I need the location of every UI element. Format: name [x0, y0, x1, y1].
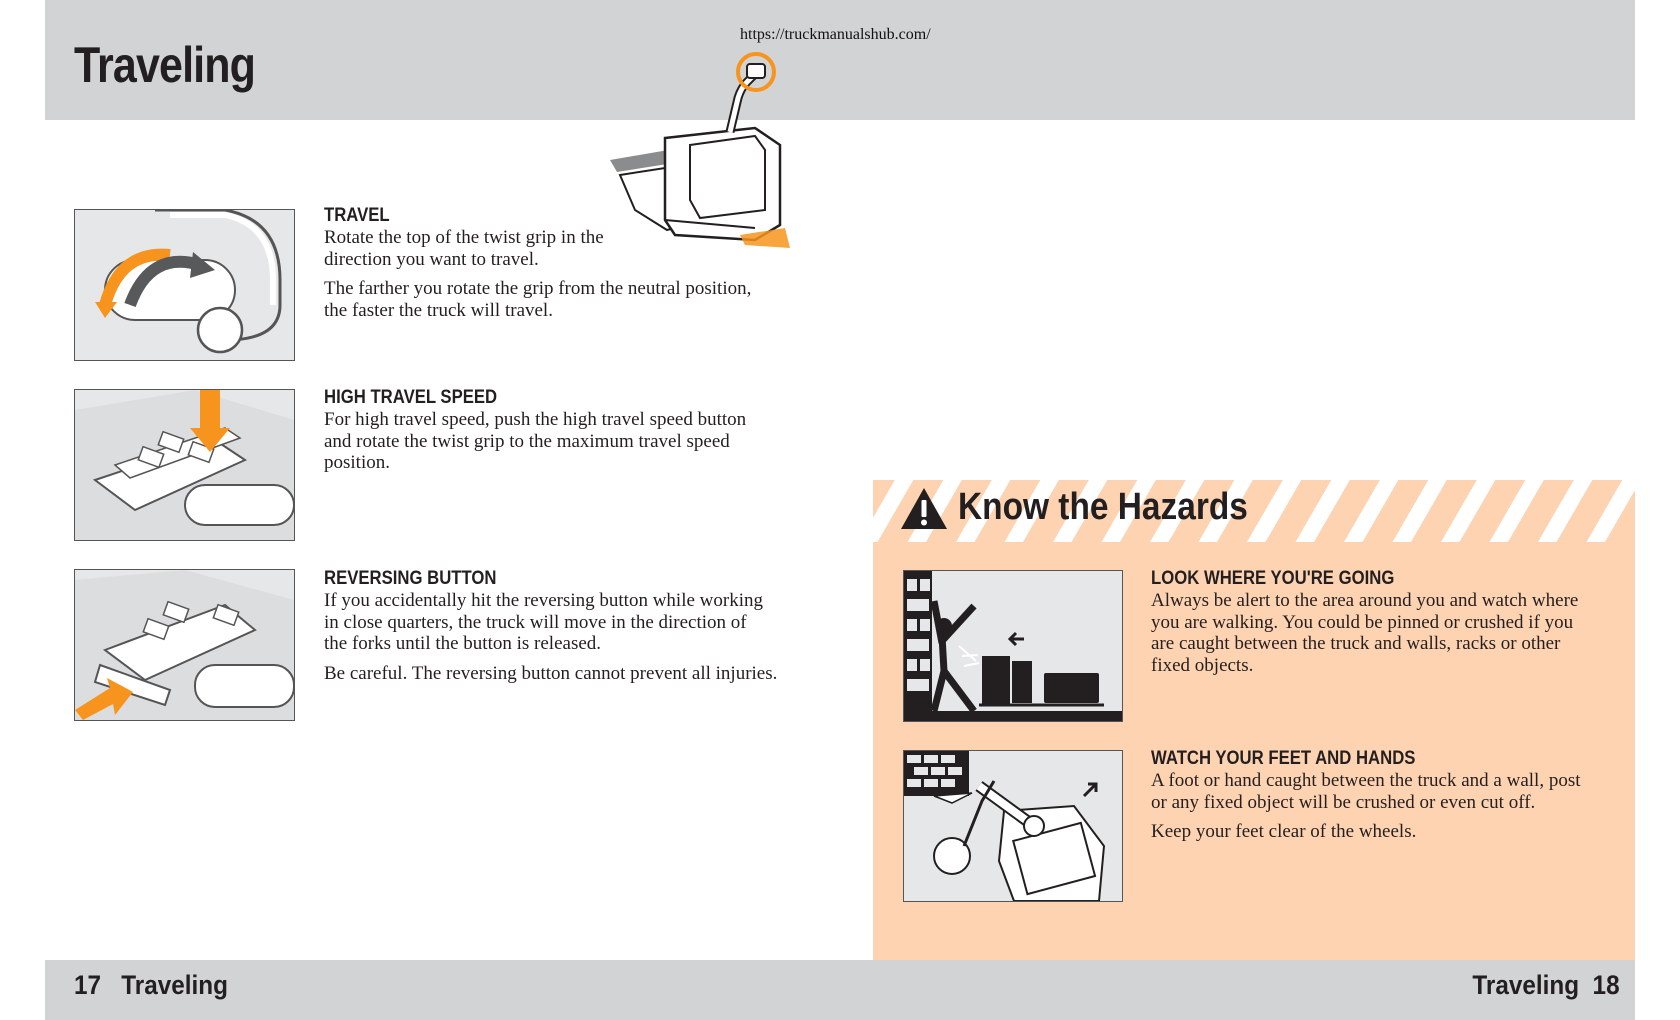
section-line: Rotate the top of the twist grip in the	[324, 227, 604, 248]
reversing-button-illustration	[74, 569, 295, 721]
section-line: the forks until the button is released.	[324, 633, 602, 654]
hazard-heading: WATCH YOUR FEET AND HANDS	[1151, 748, 1416, 769]
hazard-line: are caught between the truck and walls, racks or other	[1151, 633, 1561, 654]
source-url[interactable]: https://truckmanualshub.com/	[740, 26, 931, 43]
hazard-line: you are walking. You could be pinned or crushed if you	[1151, 611, 1574, 633]
hazard-title: Know the Hazards	[958, 486, 1248, 528]
hazard-look-where-going	[1151, 568, 1621, 676]
section-line: The farther you rotate the grip from the neutral position,	[324, 278, 752, 299]
section-high-travel-speed	[324, 387, 794, 474]
footer-right-page-label: Traveling 18	[1472, 970, 1620, 1000]
section-line: in close quarters, the truck will move in the direction of	[324, 611, 747, 633]
section-heading: TRAVEL	[324, 205, 390, 226]
hazard-line: Keep your feet clear of the wheels.	[1151, 821, 1417, 842]
header-band	[45, 0, 1635, 120]
hazard-heading: LOOK WHERE YOU'RE GOING	[1151, 568, 1395, 589]
section-heading: REVERSING BUTTON	[324, 568, 497, 589]
pinned-against-wall-illustration	[903, 570, 1123, 722]
section-line: Be careful. The reversing button cannot prevent all injuries.	[324, 662, 778, 684]
section-heading: HIGH TRAVEL SPEED	[324, 387, 498, 408]
section-reversing-button	[324, 568, 794, 684]
hazard-line: A foot or hand caught between the truck and a wall, post	[1151, 770, 1581, 791]
section-line: direction you want to travel.	[324, 248, 539, 270]
hazard-line: Always be alert to the area around you and watch where	[1151, 590, 1579, 611]
section-line: position.	[324, 452, 390, 473]
footer-band	[45, 960, 1635, 1020]
section-travel	[324, 205, 794, 321]
feet-and-hands-illustration	[903, 750, 1123, 902]
high-speed-button-illustration	[74, 389, 295, 541]
twist-grip-illustration	[74, 209, 295, 361]
warning-triangle-icon	[900, 487, 948, 530]
hazard-line: fixed objects.	[1151, 654, 1254, 676]
section-line: If you accidentally hit the reversing button while working	[324, 590, 763, 611]
page-title: Traveling	[74, 37, 256, 93]
section-line: and rotate the twist grip to the maximum travel speed	[324, 430, 730, 452]
hazard-feet-and-hands	[1151, 748, 1621, 843]
hazard-line: or any fixed object will be crushed or even cut off.	[1151, 791, 1536, 813]
section-line: the faster the truck will travel.	[324, 299, 553, 321]
footer-left-page-label: 17 Traveling	[74, 970, 228, 1000]
section-line: For high travel speed, push the high travel speed button	[324, 409, 747, 430]
